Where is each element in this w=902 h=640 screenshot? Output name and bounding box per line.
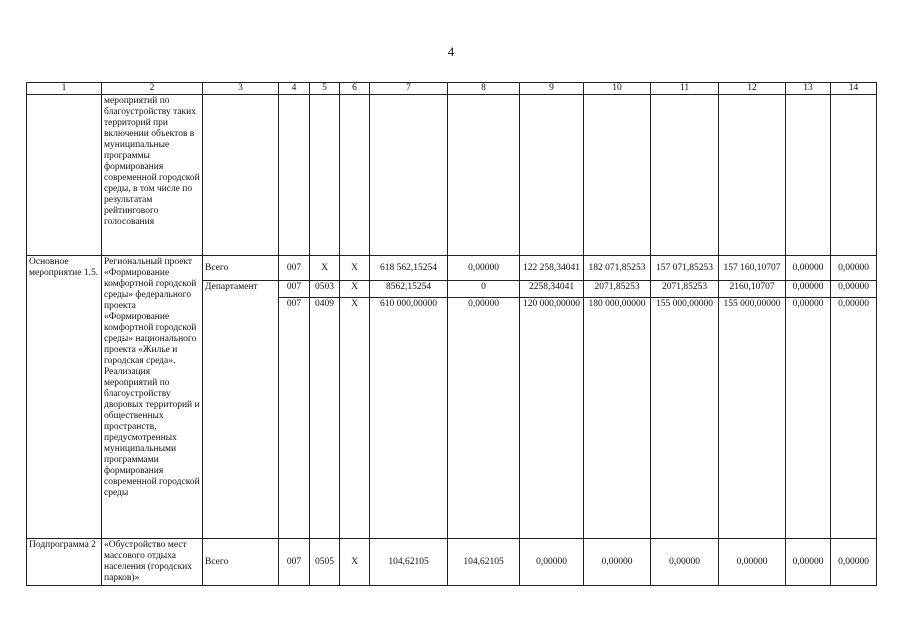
cell-c3: Всего: [203, 539, 279, 586]
continuation-text: мероприятий по благоустройству таких территорий при включении объектов в муниципальные программы формирования современной городской среды, в том числе по результатам рейтингового голосования: [102, 95, 203, 256]
cell-c8: 0: [448, 281, 520, 298]
cell-c8: 0,00000: [448, 256, 520, 281]
cell-c13: 0,00000: [786, 256, 831, 281]
cell-c9: 120 000,00000: [520, 298, 584, 539]
cell-c13: 0,00000: [786, 539, 831, 586]
table-row: [27, 539, 877, 586]
header-cell: 7: [370, 83, 448, 95]
header-cell: 3: [203, 83, 279, 95]
cell-c10: 180 000,00000: [584, 298, 651, 539]
header-cell: 1: [27, 83, 102, 95]
cell-c12: 0,00000: [719, 539, 786, 586]
cell-c8: 0,00000: [448, 298, 520, 539]
header-cell: 8: [448, 83, 520, 95]
budget-table: [26, 82, 877, 586]
cell-c7: 610 000,00000: [370, 298, 448, 539]
event-label: Основное мероприятие 1.5.: [27, 256, 102, 539]
cell-c11: 157 071,85253: [651, 256, 719, 281]
cell-c3: Всего: [203, 256, 279, 281]
cell-c4: 007: [279, 256, 310, 281]
cell-c12: 2160,10707: [719, 281, 786, 298]
header-cell: 9: [520, 83, 584, 95]
header-cell: 5: [310, 83, 340, 95]
header-cell: 4: [279, 83, 310, 95]
event-description: Региональный проект «Формирование комфортной городской среды» федерального проекта «Формирование комфортной городской среды» национального проекта «Жилье и городская среда». Реализация мероприятий по благоустройству дворовых территорий и общественных пространств, предусмотренных муниципальными программами формирования современной городской среды: [102, 256, 203, 539]
cell-c10: 0,00000: [584, 539, 651, 586]
header-cell: 14: [831, 83, 877, 95]
cell-c14: 0,00000: [831, 256, 877, 281]
header-cell: 2: [102, 83, 203, 95]
cell-c10: 182 071,85253: [584, 256, 651, 281]
cell-c9: 122 258,34041: [520, 256, 584, 281]
cell-c4: 007: [279, 539, 310, 586]
cell-c14: 0,00000: [831, 281, 877, 298]
cell-c10: 2071,85253: [584, 281, 651, 298]
header-cell: 6: [340, 83, 370, 95]
cell-c4: 007: [279, 281, 310, 298]
cell-c7: 104,62105: [370, 539, 448, 586]
header-cell: 10: [584, 83, 651, 95]
cell-c6: X: [340, 298, 370, 539]
cell-c7: 618 562,15254: [370, 256, 448, 281]
cell-c6: X: [340, 281, 370, 298]
cell-c7: 8562,15254: [370, 281, 448, 298]
cell-c3: Департамент: [203, 281, 279, 539]
cell-c14: 0,00000: [831, 298, 877, 539]
header-cell: 13: [786, 83, 831, 95]
cell-c5: 0505: [310, 539, 340, 586]
cell-c5: X: [310, 256, 340, 281]
empty-cell: [27, 95, 102, 256]
page-number: 4: [447, 44, 455, 59]
cell-c5: 0409: [310, 298, 340, 539]
cell-c13: 0,00000: [786, 298, 831, 539]
cell-c6: X: [340, 256, 370, 281]
cell-c5: 0503: [310, 281, 340, 298]
cell-c12: 157 160,10707: [719, 256, 786, 281]
subprogram-description: «Обустройство мест массового отдыха населения (городских парков)»: [102, 539, 203, 586]
cell-c9: 0,00000: [520, 539, 584, 586]
cell-c9: 2258,34041: [520, 281, 584, 298]
cell-c8: 104,62105: [448, 539, 520, 586]
cell-c11: 2071,85253: [651, 281, 719, 298]
table-row: [27, 256, 877, 281]
header-cell: 11: [651, 83, 719, 95]
header-cell: 12: [719, 83, 786, 95]
cell-c14: 0,00000: [831, 539, 877, 586]
header-row: [27, 83, 877, 95]
cell-c13: 0,00000: [786, 281, 831, 298]
subprogram-label: Подпрограмма 2: [27, 539, 102, 586]
cell-c11: 0,00000: [651, 539, 719, 586]
cell-c12: 155 000,00000: [719, 298, 786, 539]
cell-c11: 155 000,00000: [651, 298, 719, 539]
cell-c4: 007: [279, 298, 310, 539]
continuation-row: [27, 95, 877, 256]
cell-c6: X: [340, 539, 370, 586]
